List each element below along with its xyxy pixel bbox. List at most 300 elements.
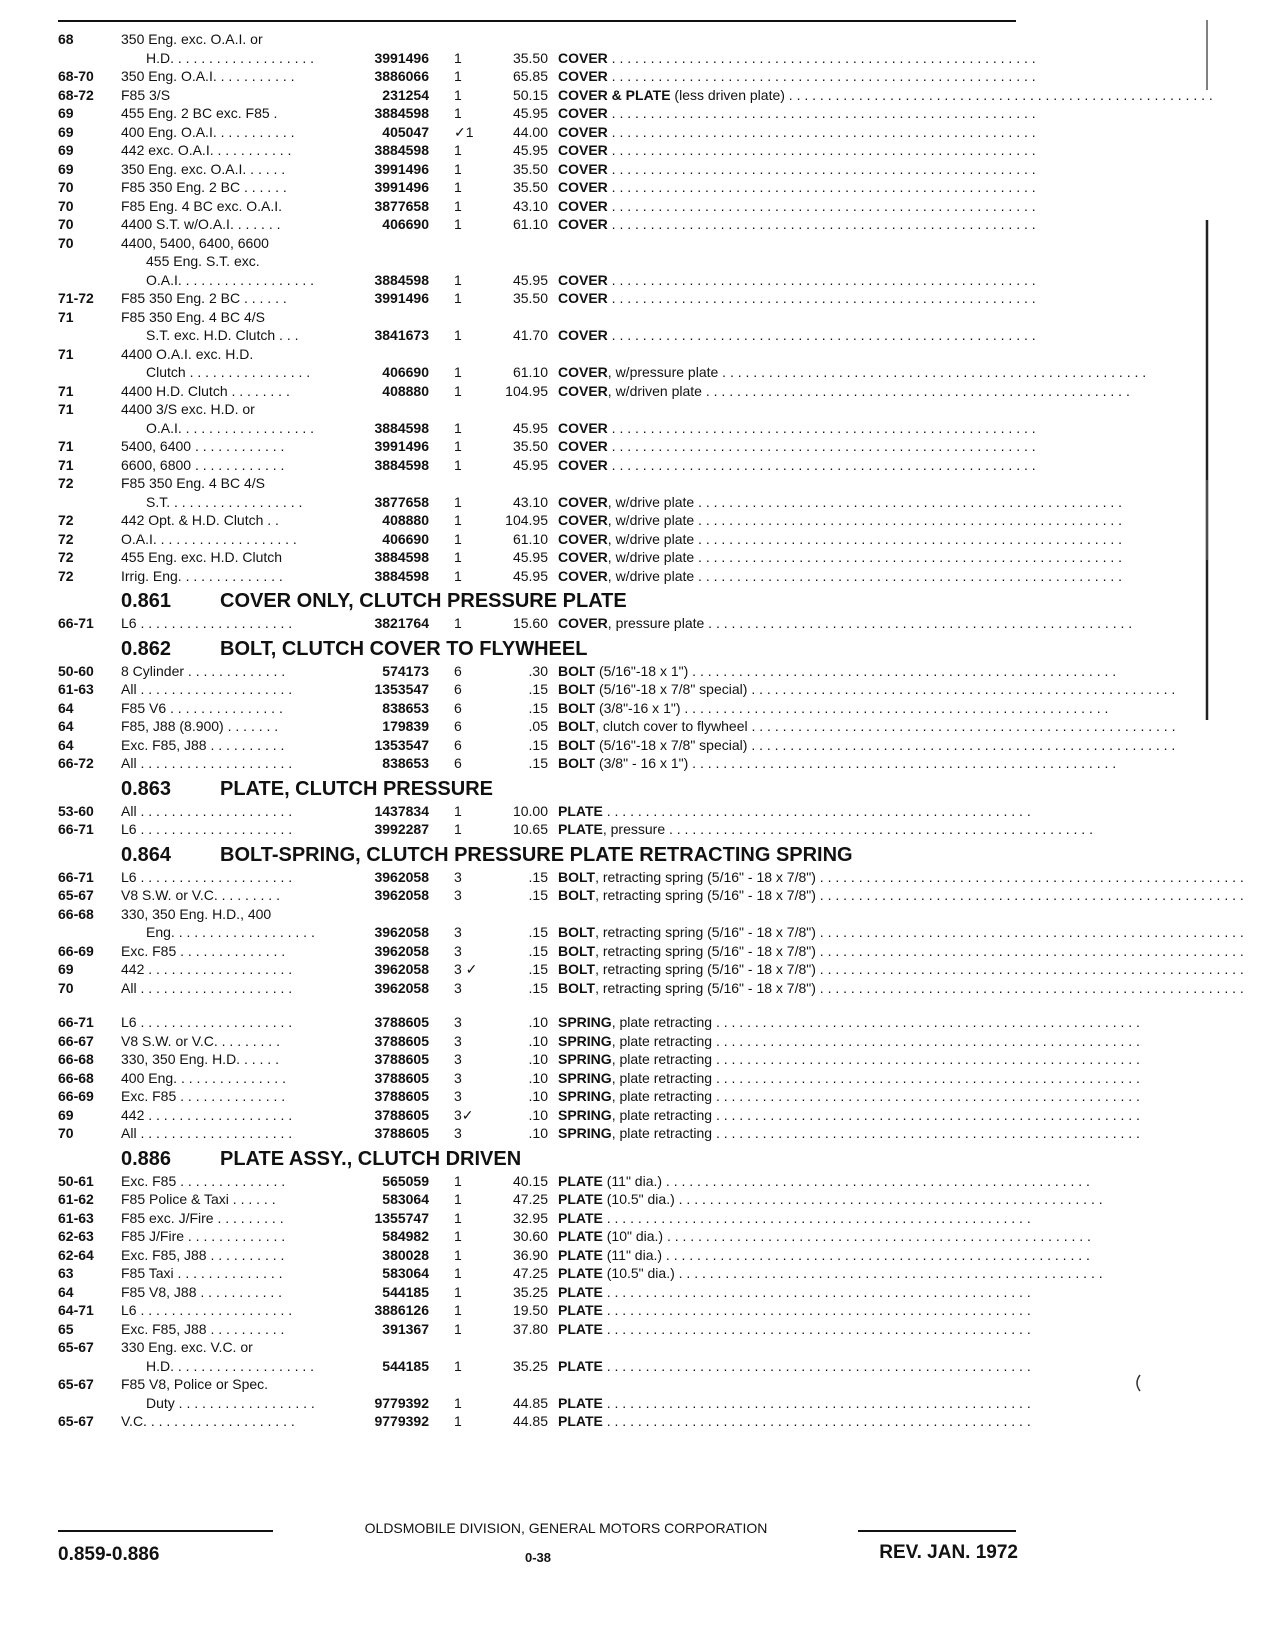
leader-dots: . . . . . . . . . . . . . . . . . . . . . . . . . . . . . . . . . . . . . . . . . . . . . . . . . . . . . . . — [602, 1209, 1031, 1226]
part-number: 3962058 — [374, 924, 429, 940]
model-years: 68-72 — [58, 86, 94, 103]
quantity: 1 — [454, 549, 462, 565]
model-years: 71 — [58, 382, 74, 399]
part-number: 9779392 — [374, 1413, 429, 1429]
leader-dots: . . . . . . . . . . . . . . . . . . . . . . . . . . . . . . . . . . . . . . . . . . . . . . . . . . . . . . . — [607, 290, 1036, 306]
leader-dots: . . . . . . . . . . . . . . . . . . . . . . . . . . . . . . . . . . . . . . . . . . . . . . . . . . . . . . . — [602, 1283, 1031, 1300]
list-price: 45.95 — [512, 142, 548, 158]
part-number: 3991496 — [374, 49, 429, 66]
leader-dots: . . . . . . . . . . . . . . . . . . . . . . . . . . . . . . . . . . . . . . . . . . . . . . . . . . . . . . . — [607, 271, 1036, 288]
application-description: 4400 3/S exc. H.D. or — [121, 401, 255, 417]
model-years: 72 — [58, 475, 74, 491]
application-description: Exc. F85 . . . . . . . . . . . . . . — [121, 1172, 286, 1189]
leader-dots: . . . . . . . . . . . . . . . . . . . . . . . . . . . . . . . . . . . . . . . . . . . . . . . . . . . . . . . — [607, 49, 1036, 66]
part-name-bold: COVER — [558, 160, 608, 177]
model-years: 61-62 — [58, 1191, 94, 1207]
quantity: 6 — [454, 755, 462, 771]
model-years: 66-69 — [58, 942, 94, 959]
application-description: 442 Opt. & H.D. Clutch . . — [121, 512, 279, 528]
part-name-bold: COVER — [558, 327, 608, 343]
part-number: 583064 — [382, 1265, 429, 1281]
quantity: 1 — [454, 802, 462, 819]
model-years: 65-67 — [58, 1339, 94, 1355]
quantity: 3 — [454, 887, 462, 903]
part-name-bold: BOLT — [558, 755, 596, 771]
leader-dots: . . . . . . . . . . . . . . . . . . . . . . . . . . . . . . . . . . . . . . . . . . . . . . . . . . . . . . . — [607, 216, 1036, 232]
part-row — [58, 614, 1133, 633]
application-description: F85 350 Eng. 2 BC . . . . . . — [121, 179, 287, 195]
quantity: 1 — [454, 271, 462, 288]
application-description: F85 350 Eng. 2 BC . . . . . . — [121, 290, 287, 306]
leader-dots: . . . . . . . . . . . . . . . . . . . . . . . . . . . . . . . . . . . . . . . . . . . . . . . . . . . . . . . — [815, 979, 1244, 996]
part-name-bold: COVER — [558, 382, 608, 399]
application-description: 330, 350 Eng. H.D., 400 — [121, 905, 272, 922]
part-name — [558, 419, 1036, 438]
part-row — [58, 326, 1036, 345]
model-years: 69 — [58, 961, 74, 977]
model-years: 66-71 — [58, 615, 94, 631]
list-price: 50.15 — [512, 86, 548, 103]
model-years: 68-70 — [58, 68, 94, 84]
quantity: 1 — [454, 1320, 462, 1337]
part-number: 3884598 — [374, 271, 429, 288]
part-name — [558, 456, 1036, 475]
part-name-detail: (5/16"-18 x 1") — [595, 662, 689, 679]
application-description: S.T. . . . . . . . . . . . . . . . . . — [146, 493, 303, 510]
part-name-bold: SPRING — [558, 1106, 612, 1123]
part-row — [58, 960, 1244, 979]
part-name — [558, 215, 1036, 234]
section-number: 0.886 — [121, 1147, 172, 1170]
model-years: 66-68 — [58, 1051, 94, 1067]
part-row — [58, 234, 1016, 253]
application-description: V8 S.W. or V.C. . . . . . . . . — [121, 887, 280, 903]
part-row — [58, 1357, 1031, 1376]
part-name-bold: PLATE — [558, 1246, 603, 1263]
part-name-bold: PLATE — [558, 1357, 603, 1374]
list-price: 47.25 — [512, 1265, 548, 1281]
application-description: Exc. F85, J88 . . . . . . . . . . — [121, 1320, 285, 1337]
model-years: 50-61 — [58, 1172, 94, 1189]
part-row — [58, 437, 1036, 456]
part-name-bold: SPRING — [558, 1014, 612, 1030]
leader-dots: . . . . . . . . . . . . . . . . . . . . . . . . . . . . . . . . . . . . . . . . . . . . . . . . . . . . . . . — [815, 887, 1244, 903]
part-row — [58, 289, 1036, 308]
model-years: 64-71 — [58, 1302, 94, 1318]
section-heading — [58, 1143, 1016, 1172]
quantity: 1 — [454, 179, 462, 195]
application-description: 400 Eng. . . . . . . . . . . . . . . — [121, 1069, 286, 1086]
footer-rule-right — [858, 1530, 1016, 1532]
quantity: 1 — [454, 1172, 462, 1189]
part-name — [558, 1320, 1031, 1339]
part-number: 3788605 — [374, 1069, 429, 1086]
application-description: 8 Cylinder . . . . . . . . . . . . . — [121, 662, 286, 679]
part-row — [58, 511, 1123, 530]
part-name-bold: COVER — [558, 49, 608, 66]
quantity: 3 — [454, 868, 462, 885]
part-name — [558, 104, 1036, 123]
quantity: 1 — [454, 821, 462, 837]
part-number: 406690 — [382, 364, 429, 380]
part-name-bold: SPRING — [558, 1051, 612, 1067]
part-name — [558, 493, 1123, 512]
leader-dots: . . . . . . . . . . . . . . . . . . . . . . . . . . . . . . . . . . . . . . . . . . . . . . . . . . . . . . . — [674, 1191, 1103, 1207]
leader-dots: . . . . . . . . . . . . . . . . . . . . . . . . . . . . . . . . . . . . . . . . . . . . . . . . . . . . . . . — [815, 868, 1244, 885]
leader-dots: . . . . . . . . . . . . . . . . . . . . . . . . . . . . . . . . . . . . . . . . . . . . . . . . . . . . . . . — [694, 530, 1123, 547]
part-name-detail: , retracting spring (5/16" - 18 x 7/8") — [595, 924, 816, 940]
leader-dots: . . . . . . . . . . . . . . . . . . . . . . . . . . . . . . . . . . . . . . . . . . . . . . . . . . . . . . . — [607, 438, 1036, 454]
part-number: 3886126 — [374, 1302, 429, 1318]
quantity: 1 — [454, 160, 462, 177]
part-name-detail: , plate retracting — [611, 1106, 713, 1123]
part-name — [558, 820, 1093, 839]
part-name — [558, 511, 1123, 530]
part-name-detail: (10" dia.) — [602, 1228, 664, 1244]
part-row — [58, 1246, 1090, 1265]
part-name-bold: BOLT — [558, 924, 596, 940]
model-years: 64 — [58, 718, 74, 734]
model-years: 61-63 — [58, 1209, 94, 1226]
leader-dots: . . . . . . . . . . . . . . . . . . . . . . . . . . . . . . . . . . . . . . . . . . . . . . . . . . . . . . . — [602, 1413, 1031, 1429]
leader-dots: . . . . . . . . . . . . . . . . . . . . . . . . . . . . . . . . . . . . . . . . . . . . . . . . . . . . . . . — [712, 1125, 1140, 1141]
part-name-detail: (11" dia.) — [602, 1246, 663, 1263]
application-description: 4400 O.A.I. exc. H.D. — [121, 345, 254, 362]
list-price: 35.25 — [512, 1283, 548, 1300]
part-number: 565059 — [382, 1172, 429, 1189]
part-name-bold: PLATE — [558, 1283, 603, 1300]
part-number: 1355747 — [374, 1209, 429, 1226]
part-row — [58, 567, 1123, 586]
part-name — [558, 1172, 1090, 1191]
part-name-bold: BOLT — [558, 736, 596, 753]
leader-dots: . . . . . . . . . . . . . . . . . . . . . . . . . . . . . . . . . . . . . . . . . . . . . . . . . . . . . . . — [607, 68, 1036, 84]
list-price: .15 — [528, 755, 548, 771]
section-title: PLATE ASSY., CLUTCH DRIVEN — [220, 1147, 522, 1170]
part-name-bold: BOLT — [558, 942, 596, 959]
application-description: All . . . . . . . . . . . . . . . . . . . . — [121, 681, 293, 697]
part-row — [58, 141, 1036, 160]
model-years: 50-60 — [58, 662, 94, 679]
application-description: O.A.I. . . . . . . . . . . . . . . . . . . — [121, 530, 297, 547]
part-row — [58, 345, 1016, 364]
model-years: 71 — [58, 345, 74, 362]
part-name-bold: PLATE — [558, 1191, 603, 1207]
model-years: 70 — [58, 179, 74, 195]
leader-dots: . . . . . . . . . . . . . . . . . . . . . . . . . . . . . . . . . . . . . . . . . . . . . . . . . . . . . . . — [680, 699, 1109, 716]
part-name — [558, 1190, 1103, 1209]
part-row — [58, 942, 1244, 961]
part-name — [558, 567, 1123, 586]
list-price: 36.90 — [512, 1246, 548, 1263]
part-name — [558, 326, 1036, 345]
part-name — [558, 979, 1244, 998]
part-row — [58, 923, 1244, 942]
part-number: 380028 — [382, 1246, 429, 1263]
row-spacer — [58, 997, 1016, 1013]
section-heading — [58, 585, 1016, 614]
part-number: 3788605 — [374, 1088, 429, 1104]
leader-dots: . . . . . . . . . . . . . . . . . . . . . . . . . . . . . . . . . . . . . . . . . . . . . . . . . . . . . . . — [607, 105, 1036, 121]
application-description: 4400, 5400, 6400, 6600 — [121, 234, 269, 251]
part-number: 3884598 — [374, 549, 429, 565]
section-number: 0.863 — [121, 777, 172, 800]
part-row — [58, 308, 1016, 327]
part-name — [558, 160, 1036, 179]
application-description: Clutch . . . . . . . . . . . . . . . . — [146, 364, 311, 380]
part-number: 3962058 — [374, 887, 429, 903]
part-name — [558, 141, 1036, 160]
quantity: 1 — [454, 364, 462, 380]
list-price: .15 — [528, 681, 548, 697]
part-name — [558, 717, 1176, 736]
part-name — [558, 886, 1244, 905]
list-price: .15 — [528, 979, 548, 996]
part-name-detail: , w/drive plate — [607, 512, 695, 528]
part-row — [58, 215, 1036, 234]
part-name-bold: BOLT — [558, 718, 596, 734]
application-description: 330, 350 Eng. H.D. . . . . . — [121, 1051, 279, 1067]
part-name-detail: , w/drive plate — [607, 567, 695, 584]
leader-dots: . . . . . . . . . . . . . . . . . . . . . . . . . . . . . . . . . . . . . . . . . . . . . . . . . . . . . . . — [607, 197, 1036, 214]
part-row — [58, 662, 1117, 681]
part-row — [58, 1190, 1103, 1209]
application-description: F85 Taxi . . . . . . . . . . . . . . — [121, 1265, 283, 1281]
list-price: 45.95 — [512, 419, 548, 436]
leader-dots: . . . . . . . . . . . . . . . . . . . . . . . . . . . . . . . . . . . . . . . . . . . . . . . . . . . . . . . — [602, 802, 1031, 819]
leader-dots: . . . . . . . . . . . . . . . . . . . . . . . . . . . . . . . . . . . . . . . . . . . . . . . . . . . . . . . — [784, 86, 1213, 103]
quantity: 3 — [454, 979, 462, 996]
part-name-detail: (10.5" dia.) — [602, 1191, 675, 1207]
part-name — [558, 363, 1147, 382]
part-row — [58, 1412, 1031, 1431]
quantity: 1 — [454, 142, 462, 158]
part-name-bold: BOLT — [558, 662, 596, 679]
part-number: 544185 — [382, 1283, 429, 1300]
part-name-detail: , w/pressure plate — [607, 364, 719, 380]
leader-dots: . . . . . . . . . . . . . . . . . . . . . . . . . . . . . . . . . . . . . . . . . . . . . . . . . . . . . . . — [694, 493, 1123, 510]
part-name-bold: COVER — [558, 290, 608, 306]
part-name-detail: (5/16"-18 x 7/8" special) — [595, 736, 748, 753]
application-description: F85 V8, J88 . . . . . . . . . . . — [121, 1283, 283, 1300]
leader-dots: . . . . . . . . . . . . . . . . . . . . . . . . . . . . . . . . . . . . . . . . . . . . . . . . . . . . . . . — [674, 1265, 1103, 1281]
part-name-bold: PLATE — [558, 821, 603, 837]
part-name-bold: PLATE — [558, 1265, 603, 1281]
part-name-bold: COVER — [558, 530, 608, 547]
leader-dots: . . . . . . . . . . . . . . . . . . . . . . . . . . . . . . . . . . . . . . . . . . . . . . . . . . . . . . . — [747, 681, 1176, 697]
section-heading — [58, 773, 1016, 802]
part-name-detail: , plate retracting — [611, 1069, 713, 1086]
model-years: 72 — [58, 567, 74, 584]
part-row — [58, 1069, 1140, 1088]
part-number: 3884598 — [374, 142, 429, 158]
part-name-detail: , pressure — [602, 821, 666, 837]
quantity: 6 — [454, 681, 462, 697]
part-name — [558, 614, 1133, 633]
part-row — [58, 252, 1016, 271]
part-name — [558, 1412, 1031, 1431]
application-description: Exc. F85, J88 . . . . . . . . . . — [121, 1246, 285, 1263]
quantity: 1 — [454, 216, 462, 232]
application-description: F85 350 Eng. 4 BC 4/S — [121, 475, 265, 491]
quantity: 1 — [454, 512, 462, 528]
quantity: 1 — [454, 68, 462, 84]
part-number: 3962058 — [374, 942, 429, 959]
part-name-bold: PLATE — [558, 1320, 603, 1337]
leader-dots: . . . . . . . . . . . . . . . . . . . . . . . . . . . . . . . . . . . . . . . . . . . . . . . . . . . . . . . — [704, 615, 1133, 631]
model-years: 65 — [58, 1320, 74, 1337]
application-description: 455 Eng. 2 BC exc. F85 . — [121, 105, 278, 121]
model-years: 65-67 — [58, 1376, 94, 1392]
part-name-bold: COVER — [558, 493, 608, 510]
leader-dots: . . . . . . . . . . . . . . . . . . . . . . . . . . . . . . . . . . . . . . . . . . . . . . . . . . . . . . . — [815, 942, 1244, 959]
model-years: 72 — [58, 549, 74, 565]
part-number: 179839 — [382, 718, 429, 734]
quantity: 6 — [454, 718, 462, 734]
application-description: F85 J/Fire . . . . . . . . . . . . . — [121, 1228, 286, 1244]
part-row — [58, 717, 1176, 736]
quantity: 1 — [454, 1302, 462, 1318]
list-price: 44.85 — [512, 1413, 548, 1429]
part-name-bold: COVER — [558, 68, 608, 84]
part-name — [558, 1227, 1091, 1246]
model-years: 65-67 — [58, 887, 94, 903]
application-description: 5400, 6400 . . . . . . . . . . . . — [121, 438, 285, 454]
part-name — [558, 437, 1036, 456]
part-name-detail: , retracting spring (5/16" - 18 x 7/8") — [595, 961, 816, 977]
list-price: 45.95 — [512, 549, 548, 565]
application-description: F85 Eng. 4 BC exc. O.A.I. — [121, 197, 283, 214]
application-description: L6 . . . . . . . . . . . . . . . . . . . . — [121, 821, 293, 837]
model-years: 71 — [58, 308, 74, 325]
part-number: 1353547 — [374, 736, 429, 753]
application-description: 350 Eng. O.A.I. . . . . . . . . . . — [121, 68, 295, 84]
part-row — [58, 178, 1036, 197]
part-name-detail: (10.5" dia.) — [602, 1265, 675, 1281]
list-price: 45.95 — [512, 105, 548, 121]
part-name-bold: BOLT — [558, 961, 596, 977]
list-price: 35.50 — [512, 290, 548, 306]
part-name-detail: , w/driven plate — [607, 382, 702, 399]
leader-dots: . . . . . . . . . . . . . . . . . . . . . . . . . . . . . . . . . . . . . . . . . . . . . . . . . . . . . . . — [602, 1357, 1031, 1374]
part-number: 3788605 — [374, 1106, 429, 1123]
list-price: 45.95 — [512, 271, 548, 288]
section-title: BOLT, CLUTCH COVER TO FLYWHEEL — [220, 637, 588, 660]
quantity: 1 — [454, 49, 462, 66]
part-name-bold: SPRING — [558, 1125, 612, 1141]
application-description: Eng. . . . . . . . . . . . . . . . . . . — [146, 924, 315, 940]
quantity: 3 — [454, 1125, 462, 1141]
model-years: 66-69 — [58, 1088, 94, 1104]
part-row — [58, 1013, 1140, 1032]
application-description: All . . . . . . . . . . . . . . . . . . . . — [121, 1125, 293, 1141]
part-name-bold: COVER — [558, 419, 608, 436]
part-number: 3877658 — [374, 493, 429, 510]
part-name-bold: BOLT — [558, 979, 596, 996]
list-price: 37.80 — [512, 1320, 548, 1337]
part-name — [558, 1050, 1140, 1069]
model-years: 64 — [58, 1283, 74, 1300]
quantity: 1 — [454, 438, 462, 454]
list-price: 61.10 — [512, 530, 548, 547]
list-price: 104.95 — [505, 382, 548, 399]
leader-dots: . . . . . . . . . . . . . . . . . . . . . . . . . . . . . . . . . . . . . . . . . . . . . . . . . . . . . . . — [747, 736, 1176, 753]
part-name — [558, 1087, 1140, 1106]
application-description: F85 Police & Taxi . . . . . . — [121, 1191, 276, 1207]
part-number: 3962058 — [374, 868, 429, 885]
quantity: 3✓ — [454, 1106, 474, 1123]
part-name — [558, 1106, 1140, 1125]
list-price: 15.60 — [512, 615, 548, 631]
model-years: 71 — [58, 401, 74, 417]
part-row — [58, 886, 1244, 905]
part-name-bold: COVER — [558, 179, 608, 195]
part-row — [58, 754, 1117, 773]
footer-section-range: 0.859-0.886 — [58, 1544, 160, 1565]
application-description: 350 Eng. exc. O.A.I. . . . . . — [121, 160, 286, 177]
part-name-bold: COVER — [558, 197, 608, 214]
part-name-bold: BOLT — [558, 887, 596, 903]
part-row — [58, 868, 1244, 887]
part-row — [58, 363, 1147, 382]
quantity: 1 — [454, 1228, 462, 1244]
part-number: 838653 — [382, 755, 429, 771]
application-description: 6600, 6800 . . . . . . . . . . . . — [121, 456, 285, 473]
list-price: 44.00 — [512, 123, 548, 140]
quantity: 1 — [454, 1357, 462, 1374]
application-description: F85 exc. J/Fire . . . . . . . . . — [121, 1209, 284, 1226]
quantity: 3 — [454, 1088, 462, 1104]
part-name — [558, 382, 1130, 401]
list-price: .10 — [528, 1106, 548, 1123]
quantity: 1 — [454, 327, 462, 343]
part-name-bold: COVER — [558, 512, 608, 528]
part-name-bold: COVER — [558, 364, 608, 380]
list-price: .15 — [528, 736, 548, 753]
quantity: 1 — [454, 1191, 462, 1207]
part-number: 3841673 — [374, 327, 429, 343]
model-years: 69 — [58, 1106, 74, 1123]
quantity: 1 — [454, 1283, 462, 1300]
application-description: 455 Eng. exc. H.D. Clutch — [121, 549, 283, 565]
part-number: 408880 — [382, 512, 429, 528]
part-name — [558, 1069, 1140, 1088]
part-name-detail: (3/8"-16 x 1") — [595, 699, 681, 716]
application-description: All . . . . . . . . . . . . . . . . . . . . — [121, 802, 293, 819]
application-description: Irrig. Eng. . . . . . . . . . . . . . — [121, 567, 283, 584]
part-number: 406690 — [382, 530, 429, 547]
application-description: L6 . . . . . . . . . . . . . . . . . . . . — [121, 1014, 293, 1030]
model-years: 71 — [58, 438, 74, 454]
part-name — [558, 1246, 1090, 1265]
model-years: 69 — [58, 123, 74, 140]
part-name-bold: COVER — [558, 456, 608, 473]
leader-dots: . . . . . . . . . . . . . . . . . . . . . . . . . . . . . . . . . . . . . . . . . . . . . . . . . . . . . . . — [701, 382, 1130, 399]
quantity: 1 — [454, 1246, 462, 1263]
quantity: 3 — [454, 942, 462, 959]
model-years: 66-72 — [58, 755, 94, 771]
part-row — [58, 493, 1123, 512]
model-years: 63 — [58, 1265, 74, 1281]
part-name-detail: (5/16"-18 x 7/8" special) — [595, 681, 748, 697]
leader-dots: . . . . . . . . . . . . . . . . . . . . . . . . . . . . . . . . . . . . . . . . . . . . . . . . . . . . . . . — [688, 662, 1117, 679]
part-name — [558, 662, 1117, 681]
part-row — [58, 979, 1244, 998]
part-name — [558, 178, 1036, 197]
application-description: 442 . . . . . . . . . . . . . . . . . . . — [121, 1106, 293, 1123]
leader-dots: . . . . . . . . . . . . . . . . . . . . . . . . . . . . . . . . . . . . . . . . . . . . . . . . . . . . . . . — [602, 1302, 1031, 1318]
part-name-bold: PLATE — [558, 1209, 603, 1226]
